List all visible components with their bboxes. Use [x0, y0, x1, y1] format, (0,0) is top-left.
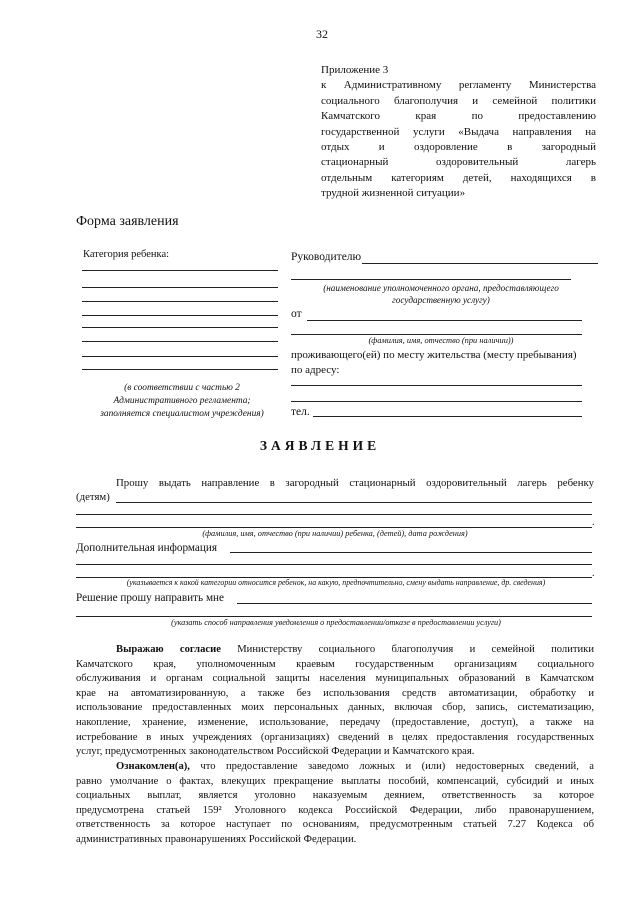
page-number: 32	[316, 27, 328, 41]
request-field[interactable]	[116, 502, 592, 503]
category-note-line: Административного регламента;	[113, 396, 251, 406]
consent-bold: Выражаю согласие	[116, 644, 221, 655]
appendix-line	[321, 155, 596, 170]
consent-line: истребование в иных учреждениях (организациях) сведений в целях предоставления государственных	[76, 731, 594, 743]
phone-line[interactable]	[313, 416, 582, 417]
appendix-word: края	[415, 110, 437, 123]
appendix-word: по	[471, 110, 483, 123]
appendix-word: загородный	[541, 140, 596, 153]
appendix-word: отдых	[321, 140, 350, 153]
head-line-2[interactable]	[291, 279, 571, 280]
category-line	[82, 287, 278, 288]
category-line	[82, 315, 278, 316]
consent-text: Министерству социального благополучия и семейной политики	[237, 644, 594, 655]
appendix-word: в	[507, 140, 513, 153]
category-line	[82, 327, 278, 328]
request-line: (детям)	[76, 491, 110, 503]
from-note: (фамилия, имя, отчество (при наличии))	[368, 336, 514, 345]
acknowledge-line: административных правонарушениях Российской Федерации.	[76, 833, 357, 845]
head-line[interactable]	[362, 263, 598, 264]
request-line: Прошу выдать направление в загородный стационарный оздоровительный лагерь ребенку	[116, 477, 594, 489]
from-line[interactable]	[307, 320, 582, 321]
consent-line: Камчатского края, уполномоченным краевым государственным организациям социального	[76, 658, 594, 670]
appendix-word: оздоровление	[413, 140, 478, 153]
category-line	[82, 270, 278, 271]
consent-line: крае на автоматизированную, а также без использования средств автоматизации, обработку и	[76, 687, 594, 699]
category-line	[82, 369, 278, 370]
additional-note: (указывается к какой категории относится ребенок, на какую, предпочтительно, смену выдать направление, др. сведения)	[126, 578, 546, 587]
additional-label: Дополнительная информация	[76, 542, 217, 554]
appendix-word: стационарный	[321, 156, 389, 169]
consent-line: накопление, хранение, изменение, использование, передачу (предоставление, доступ), а также на	[76, 716, 594, 728]
statement-heading: ЗАЯВЛЕНИЕ	[259, 438, 381, 453]
appendix-line: государственной услуги «Выдача направления на	[321, 125, 596, 138]
consent-paragraph	[76, 643, 594, 760]
appendix-line: социального благополучия и семейной политики	[321, 94, 596, 107]
request-field[interactable]	[76, 514, 592, 515]
residing-block	[291, 348, 577, 377]
appendix-line: к Административному регламенту Министерства	[321, 79, 596, 92]
request-field[interactable]	[76, 527, 592, 528]
address-line[interactable]	[291, 385, 582, 386]
category-note-line: заполняется специалистом учреждения)	[100, 409, 264, 419]
decision-field[interactable]	[76, 616, 592, 617]
acknowledge-line: равно умолчание о фактах, влекущих прекращение выплаты пособий, компенсаций, субсидий и иных	[76, 775, 594, 787]
consent-line: использование предоставленных моих персональных данных, включая сбор, запись, систематизацию,	[76, 702, 594, 714]
decision-field[interactable]	[237, 603, 592, 604]
category-note-line: (в соответствии с частью 2	[124, 383, 240, 393]
consent-line: услуг, предусмотренных законодательством Российской Федерации и Камчатского края.	[76, 746, 475, 758]
decision-note: (указать способ направления уведомления о предоставлении/отказе в предоставлении услуги)	[171, 618, 501, 627]
additional-field[interactable]	[76, 564, 592, 565]
acknowledge-paragraph	[76, 760, 594, 848]
head-label: Руководителю	[291, 251, 362, 263]
request-field-dot: .	[592, 517, 595, 528]
from-label: от	[291, 308, 302, 320]
acknowledge-line	[76, 760, 594, 775]
address-line[interactable]	[291, 401, 582, 402]
acknowledge-line: предусмотрена статьей 159² Уголовного кодекса Российской Федерации, либо правонарушением,	[76, 804, 594, 816]
appendix-line	[321, 109, 596, 124]
category-note	[82, 382, 282, 421]
head-note	[291, 282, 591, 306]
appendix-line: Приложение 3	[321, 64, 389, 76]
consent-line: обслуживания и органам социальной защиты населения муниципальных образований в Камчатском	[76, 673, 594, 685]
appendix-word: оздоровительный	[436, 156, 519, 169]
residing-line: проживающего(ей) по месту жительства (месту пребывания)	[291, 349, 577, 361]
category-line	[82, 341, 278, 342]
appendix-word: предоставлению	[518, 110, 596, 123]
appendix-line	[321, 140, 596, 155]
appendix-word: Камчатского	[321, 110, 381, 123]
appendix-line: трудной жизненной ситуации»	[321, 187, 466, 200]
consent-line	[76, 643, 594, 658]
appendix-block	[321, 63, 596, 202]
category-line	[82, 301, 278, 302]
acknowledge-line: ответственность за которое наступает по основаниям, предусмотренным статьей 7.27 Кодекса об	[76, 819, 594, 831]
form-title: Форма заявления	[76, 214, 179, 229]
request-note: (фамилия, имя, отчество (при наличии) ребенка, (детей), дата рождения)	[202, 529, 468, 538]
additional-field-dot: .	[592, 568, 595, 579]
appendix-line: отдельным категориям детей, находящихся в	[321, 171, 596, 184]
residing-line: по адресу:	[291, 363, 340, 376]
additional-field[interactable]	[230, 552, 592, 553]
appendix-word: и	[378, 140, 385, 153]
category-label: Категория ребенка:	[83, 249, 170, 260]
category-line	[82, 356, 278, 357]
head-note-line: (наименование уполномоченного органа, предоставляющего	[323, 283, 559, 293]
acknowledge-bold: Ознакомлен(а),	[116, 761, 190, 772]
from-line-2[interactable]	[291, 334, 582, 335]
acknowledge-line: социальных выплат, является уголовно наказуемым деянием, ответственность за которое	[76, 790, 594, 802]
acknowledge-text: что предоставление заведомо ложных и (или) недостоверных сведений, а	[200, 761, 594, 772]
appendix-word: лагерь	[565, 156, 596, 169]
phone-label: тел.	[291, 406, 310, 418]
head-note-line: государственную услугу)	[392, 295, 490, 305]
decision-label: Решение прошу направить мне	[76, 592, 224, 604]
